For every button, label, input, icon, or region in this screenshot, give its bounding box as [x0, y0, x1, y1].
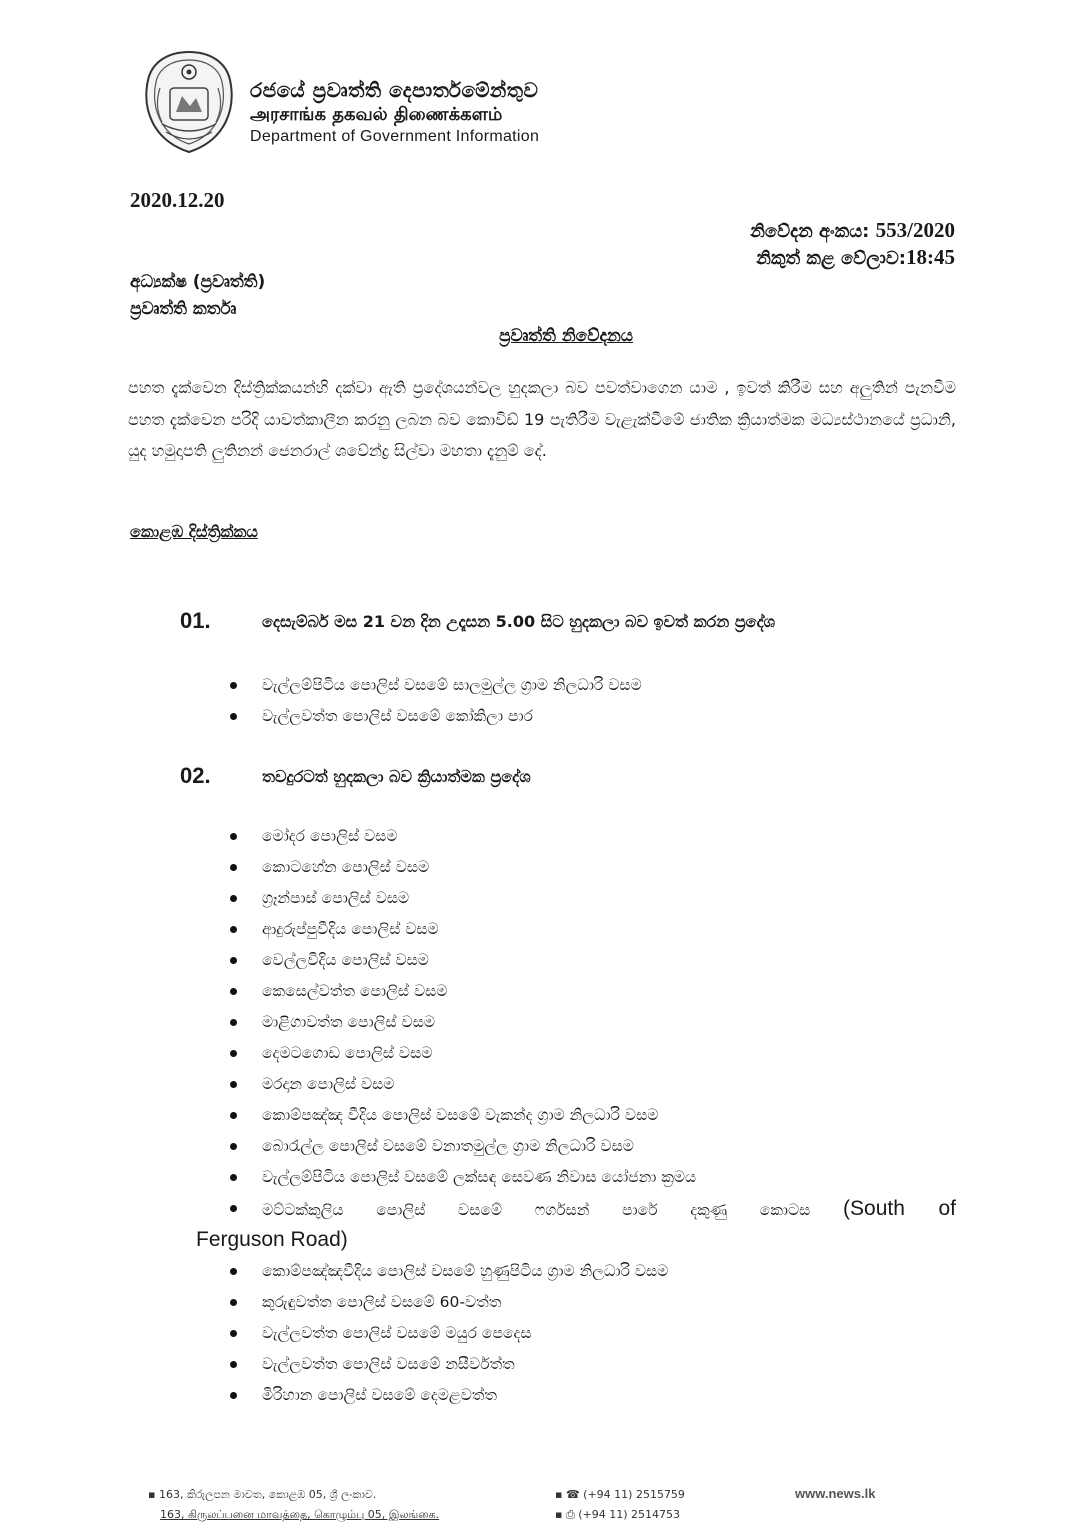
list-item: මිරිහාන පොලිස් වසමේ දෙමළවත්ත — [230, 1380, 668, 1411]
list-item: කොම්පඤ්ඤවීදිය පොලිස් වසමේ හුණුපිටිය ග්‍රාම නිලධාරි වසම — [230, 1256, 668, 1287]
district-heading: කොළඹ දිස්ත්‍රික්කය — [130, 522, 258, 541]
addressee-editor: ප්‍රවෘත්ති කර්තෘ — [130, 299, 237, 319]
section-number: 01. — [180, 608, 211, 633]
list-item: වැල්ලවත්ත පොලිස් වසමේ මයුර පෙදෙස — [230, 1318, 668, 1349]
footer — [0, 1478, 1080, 1528]
release-time-label: නිකුත් කළ වේලාව: — [756, 248, 906, 269]
section-number: 02. — [180, 763, 211, 788]
release-time-value: 18:45 — [906, 245, 955, 269]
bullet-icon — [230, 682, 237, 689]
release-number — [750, 218, 955, 243]
section-title: දෙසැම්බර් මස 21 වන දින උදෑසන 5.00 සිට හුදකලා බව ඉවත් කරන ප්‍රදේශ — [262, 612, 776, 631]
bullet-icon — [230, 1330, 237, 1337]
list-item: වැල්ලම්පිටිය පොලිස් වසමේ සාලමුල්ල ග්‍රාම නිලධාරි වසම — [230, 670, 642, 701]
list-item: මරදාන පොලිස් වසම — [230, 1069, 696, 1100]
bullet-icon — [230, 1392, 237, 1399]
dept-name-english: Department of Government Information — [250, 128, 540, 145]
release-number-value: 553/2020 — [875, 218, 955, 242]
intro-paragraph: පහත දැක්වෙන දිස්ත්‍රික්කයන්හි දක්වා ඇති ප්‍රදේශයන්වල හුදකලා බව පවත්වාගෙන යාම , ඉවත් කිරීම සහ අලුතින් පැනවීම පහත දැක්වෙන පරිදි යාවත්කාලීන කරනු ලබන බව කොවිඩ් 19 පැතිරීම වැළැක්වීමේ ජාතික ක්‍රියාත්මක මධ්‍යස්ථානයේ ප්‍රධානි, යුද හමුදාපති ලුතිනන් ජෙනරාල් ශවේන්ද්‍ර සිල්වා මහතා දැනුම් දේ. — [128, 378, 956, 460]
list-item: කෙසෙල්වත්ත පොලිස් වසම — [230, 976, 696, 1007]
document-heading-text: ප්‍රවෘත්ති නිවේදනය — [498, 326, 634, 346]
bullet-icon — [230, 713, 237, 720]
list-item: වැල්ලම්පිටිය පොලිස් වසමේ ලක්සඳ සෙවණ නිවාස යෝජනා ක්‍රමය — [230, 1162, 696, 1193]
isolated-areas-list — [230, 821, 696, 1193]
dept-name-sinhala: රජයේ ප්‍රවෘත්ති දෙපාර්තමේන්තුව — [250, 78, 539, 102]
wrapped-item-sinhala: මට්ටක්කුලිය පොලිස් වසමේ ෆර්ගසන් පාරේ දකුණු කොටස — [262, 1201, 811, 1219]
release-number-label: නිවේදන අංකය: — [750, 221, 870, 242]
list-item: මෝදර පොලිස් වසම — [230, 821, 696, 852]
footer-address-sinhala: ▪ 163, කිරුලපන මාවත, කොළඹ 05, ශ්‍රී ලංකාව. — [148, 1488, 377, 1501]
bullet-icon — [230, 1019, 237, 1026]
bullet-icon — [230, 1112, 237, 1119]
bullet-icon — [230, 957, 237, 964]
list-item: කොම්පඤ්ඤ වීදිය පොලිස් වසමේ වැකන්ද ග්‍රාම නිලධාරි වසම — [230, 1100, 696, 1131]
wrapped-item-english-2: Ferguson Road) — [196, 1228, 348, 1251]
sri-lanka-emblem-icon — [140, 48, 238, 156]
list-item: කුරුඳුවත්ත පොලිස් වසමේ 60-වත්ත — [230, 1287, 668, 1318]
bullet-icon — [230, 926, 237, 933]
footer-tel: ▪ ☎ (+94 11) 2515759 — [555, 1488, 685, 1501]
bullet-icon — [230, 1143, 237, 1150]
bullet-icon — [230, 988, 237, 995]
bullet-icon — [230, 833, 237, 840]
dept-name-tamil: அரசாங்க தகவல் திணைக்களம் — [250, 104, 503, 125]
list-item: ග්‍රෑන්පාස් පොලිස් වසම — [230, 883, 696, 914]
footer-fax: ▪ ⎙ (+94 11) 2514753 — [555, 1508, 681, 1521]
list-item-wrapped — [196, 1193, 956, 1255]
release-date: 2020.12.20 — [130, 188, 225, 212]
list-item: කොටහේන පොලිස් වසම — [230, 852, 696, 883]
list-item: වැල්ලවත්ත පොලිස් වසමේ නසීර්වත්ත — [230, 1349, 668, 1380]
wrapped-item-english-1: (South of — [843, 1197, 956, 1220]
bullet-icon — [230, 1205, 237, 1212]
document-heading — [0, 326, 1080, 346]
list-item: දෙමටගොඩ පොලිස් වසම — [230, 1038, 696, 1069]
list-item: වෙල්ලවීදිය පොලිස් වසම — [230, 945, 696, 976]
bullet-icon — [230, 1174, 237, 1181]
bullet-icon — [230, 1299, 237, 1306]
list-item: බොරැල්ල පොලිස් වසමේ වනාතමුල්ල ග්‍රාම නිලධාරි වසම — [230, 1131, 696, 1162]
release-time — [756, 245, 955, 270]
addressee-director: අධ්‍යක්ෂ (ප්‍රවෘත්ති) — [130, 272, 266, 292]
list-item: වැල්ලවත්ත පොලිස් වසමේ කෝකිලා පාර — [230, 701, 642, 732]
bullet-icon — [230, 1050, 237, 1057]
list-item: මාළිගාවත්ත පොලිස් වසම — [230, 1007, 696, 1038]
bullet-icon — [230, 1268, 237, 1275]
list-item: ආදුරුප්පුවීදිය පොලිස් වසම — [230, 914, 696, 945]
bullet-icon — [230, 1081, 237, 1088]
footer-website: www.news.lk — [795, 1486, 876, 1501]
bullet-icon — [230, 1361, 237, 1368]
footer-address-tamil: 163, கிருலப்பனை மாவத்தை, கொழும்பு 05, இலங்கை. — [160, 1508, 440, 1521]
isolated-areas-list-continued — [230, 1256, 668, 1411]
bullet-icon — [230, 895, 237, 902]
section-title: තවදුරටත් හුදකලා බව ක්‍රියාත්මක ප්‍රදේශ — [262, 767, 531, 786]
bullet-icon — [230, 864, 237, 871]
lifted-areas-list — [230, 670, 642, 732]
